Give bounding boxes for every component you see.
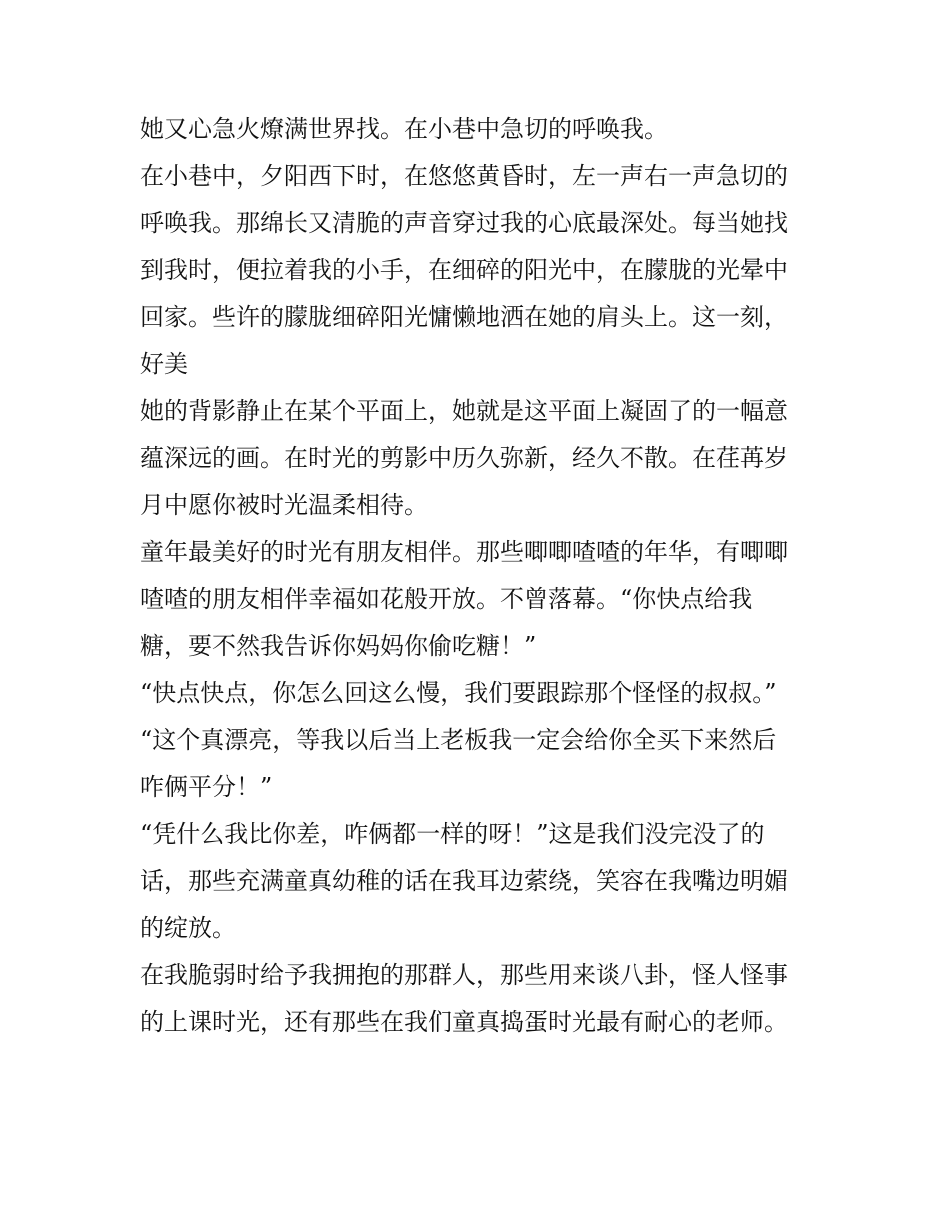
- text-line: 她又心急火燎满世界找。在小巷中急切的呼唤我。: [140, 115, 668, 143]
- text-line: “快点快点，你怎么回这么慢，我们要跟踪那个怪怪的叔叔。”: [140, 679, 777, 707]
- text-line: 咋俩平分！”: [140, 773, 273, 801]
- text-line: 糖，要不然我告诉你妈妈你偷吃糖！”: [140, 632, 537, 660]
- text-line: 月中愿你被时光温柔相待。: [140, 491, 428, 519]
- text-line: “这个真漂亮，等我以后当上老板我一定会给你全买下来然后: [140, 726, 777, 754]
- text-line: “凭什么我比你差，咋俩都一样的呀！”这是我们没完没了的: [140, 820, 765, 848]
- text-line: 在我脆弱时给予我拥抱的那群人，那些用来谈八卦，怪人怪事: [140, 961, 788, 989]
- text-line: 蕴深远的画。在时光的剪影中历久弥新，经久不散。在荏苒岁: [140, 444, 788, 472]
- text-line: 好美: [140, 350, 188, 378]
- text-line: 话，那些充满童真幼稚的话在我耳边萦绕，笑容在我嘴边明媚: [140, 867, 788, 895]
- text-line: 的绽放。: [140, 914, 236, 942]
- document-body: [140, 106, 812, 1046]
- text-line: 喳喳的朋友相伴幸福如花般开放。不曾落幕。“你快点给我: [140, 585, 753, 613]
- text-line: 童年最美好的时光有朋友相伴。那些唧唧喳喳的年华，有唧唧: [140, 538, 788, 566]
- text-line: 回家。些许的朦胧细碎阳光慵懒地洒在她的肩头上。这一刻，: [140, 303, 788, 331]
- text-line: 呼唤我。那绵长又清脆的声音穿过我的心底最深处。每当她找: [140, 209, 788, 237]
- text-line: 的上课时光，还有那些在我们童真捣蛋时光最有耐心的老师。: [140, 1008, 788, 1036]
- text-line: 到我时，便拉着我的小手，在细碎的阳光中，在朦胧的光晕中: [140, 256, 788, 284]
- text-line: 在小巷中，夕阳西下时，在悠悠黄昏时，左一声右一声急切的: [140, 162, 788, 190]
- text-line: 她的背影静止在某个平面上，她就是这平面上凝固了的一幅意: [140, 397, 788, 425]
